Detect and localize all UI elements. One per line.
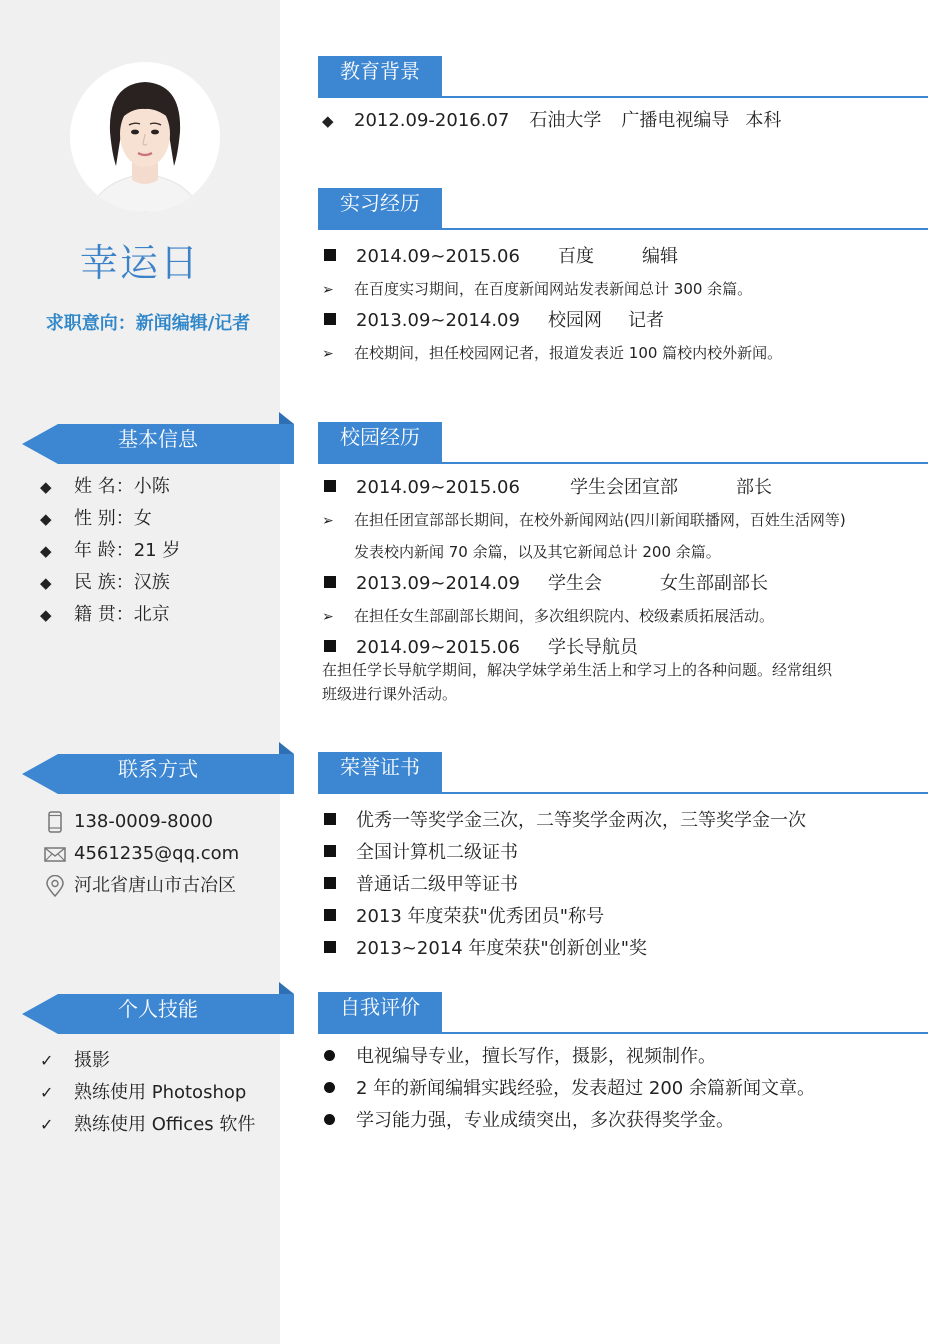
- self-eval-header: [318, 992, 928, 1034]
- campus-section: [322, 472, 922, 706]
- self-eval-item: 电视编导专业，擅长写作，摄影，视频制作。: [322, 1041, 922, 1073]
- mail-icon: [44, 843, 66, 865]
- self-eval-item: 学习能力强，专业成绩突出，多次获得奖学金。: [322, 1105, 922, 1137]
- self-eval-item: 2 年的新闻编辑实践经验，发表超过 200 余篇新闻文章。: [322, 1073, 922, 1105]
- contact-phone: 138-0009-8000: [44, 806, 239, 838]
- phone-icon: [44, 811, 66, 833]
- contact-title: 联系方式: [118, 757, 198, 781]
- campus-entry: 2014.09~2015.06 学长导航员: [322, 632, 922, 664]
- check-icon: ✓: [40, 1051, 54, 1070]
- internship-desc: ➢ 在百度实习期间，在百度新闻网站发表新闻总计 300 余篇。: [322, 280, 753, 298]
- profile-photo: [70, 62, 220, 212]
- campus-desc: 在担任学长导航学期间，解决学妹学弟生活上和学习上的各种问题。经常组织 班级进行课外活动。: [322, 661, 833, 703]
- education-row: ◆ 2012.09-2016.07 石油大学 广播电视编导 本科: [322, 110, 782, 131]
- skills-banner: [22, 982, 294, 1022]
- internship-section: [322, 241, 922, 369]
- education-section: [322, 105, 922, 137]
- location-pin-icon: [44, 875, 66, 897]
- campus-desc: 发表校内新闻 70 余篇，以及其它新闻总计 200 余篇。: [354, 543, 721, 561]
- basic-info-title: 基本信息: [118, 427, 198, 451]
- campus-header: [318, 422, 928, 464]
- skill-item: ✓ 摄影: [40, 1045, 255, 1077]
- honor-item: 2013~2014 年度荣获"创新创业"奖: [322, 933, 922, 965]
- skills-title: 个人技能: [118, 997, 198, 1021]
- basic-info-banner: [22, 412, 294, 452]
- candidate-name: 幸运日: [79, 241, 200, 285]
- skills-list: [40, 1045, 255, 1141]
- campus-entry: 2013.09~2014.09 学生会 女生部副部长: [322, 568, 922, 600]
- honor-item: 2013 年度荣获"优秀团员"称号: [322, 901, 922, 933]
- info-gender: ◆ 性 别：女: [40, 508, 152, 529]
- honors-list: [322, 805, 922, 965]
- internship-header: [318, 188, 928, 230]
- campus-entry: 2014.09~2015.06 学生会团宣部 部长: [322, 472, 922, 504]
- internship-entry: 2014.09~2015.06 百度 编辑: [322, 241, 922, 273]
- honor-item: 普通话二级甲等证书: [322, 869, 922, 901]
- info-ethnicity: ◆ 民 族：汉族: [40, 572, 170, 593]
- check-icon: ✓: [40, 1083, 54, 1102]
- self-eval-title: 自我评价: [340, 995, 420, 1019]
- skill-item: ✓ 熟练使用 Photoshop: [40, 1077, 255, 1109]
- campus-title: 校园经历: [340, 425, 420, 449]
- info-age: ◆ 年 龄：21 岁: [40, 540, 181, 561]
- honors-header: [318, 752, 928, 794]
- internship-desc: ➢ 在校期间，担任校园网记者，报道发表近 100 篇校内校外新闻。: [322, 344, 783, 362]
- education-title: 教育背景: [340, 59, 420, 83]
- campus-desc: ➢ 在担任女生部副部长期间，多次组织院内、校级素质拓展活动。: [322, 607, 775, 625]
- honor-item: 优秀一等奖学金三次，二等奖学金两次，三等奖学金一次: [322, 805, 922, 837]
- contact-banner: [22, 742, 294, 782]
- contact-email: 4561235@qq.com: [44, 838, 239, 870]
- internship-entry: 2013.09~2014.09 校园网 记者: [322, 305, 922, 337]
- education-header: [318, 56, 928, 98]
- campus-desc: ➢ 在担任团宣部部长期间，在校外新闻网站(四川新闻联播网，百姓生活网等): [322, 511, 846, 529]
- internship-title: 实习经历: [340, 191, 420, 215]
- contact-address: 河北省唐山市古冶区: [44, 870, 239, 902]
- contact-list: [44, 806, 239, 902]
- info-hometown: ◆ 籍 贯：北京: [40, 604, 170, 625]
- honor-item: 全国计算机二级证书: [322, 837, 922, 869]
- self-eval-list: [322, 1041, 922, 1137]
- job-intent: 求职意向：新闻编辑/记者: [45, 313, 251, 334]
- basic-info-list: [40, 471, 180, 631]
- check-icon: ✓: [40, 1115, 54, 1134]
- honors-title: 荣誉证书: [340, 755, 420, 779]
- info-name: ◆ 姓 名：小陈: [40, 476, 170, 497]
- skill-item: ✓ 熟练使用 Offices 软件: [40, 1109, 255, 1141]
